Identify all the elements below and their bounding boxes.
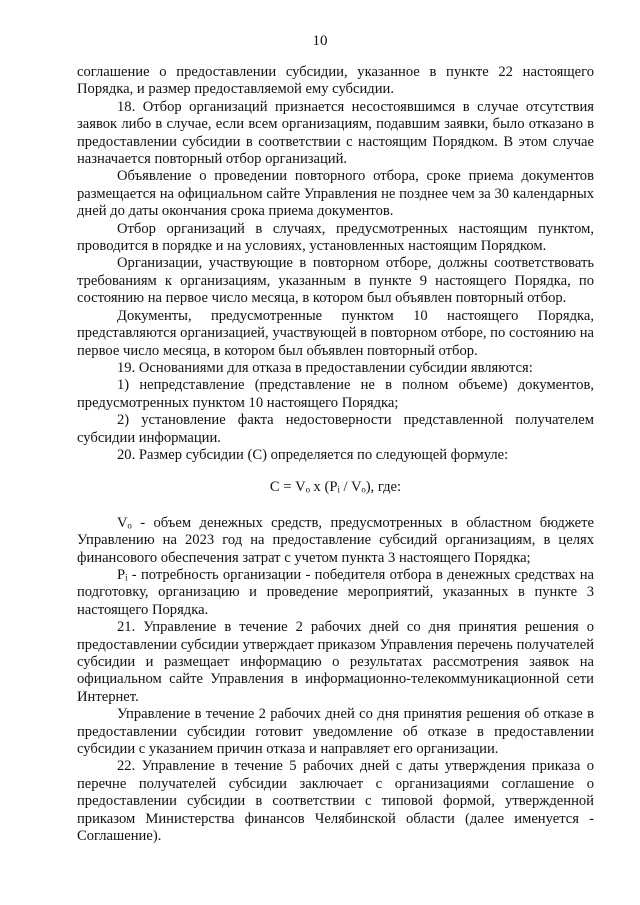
paragraph: 22. Управление в течение 5 рабочих дней с даты утверждения приказа о перечне получателей субсидии заключает с организациями соглашение о предоставлении субсидии в соответствии с типовой формой, утвержденной приказом Министерства финансов Челябинской области (далее именуется - Соглашение). xyxy=(77,758,594,845)
paragraph: соглашение о предоставлении субсидии, указанное в пункте 22 настоящего Порядка, и размер предоставляемой ему субсидии. xyxy=(77,64,594,98)
paragraph: 18. Отбор организаций признается несостоявшимся в случае отсутствия заявок либо в случае, если всем организациям, подавшим заявки, было отказано в предоставлении субсидии в соответствии с настоящим Порядком. В этом случае назначается повторный отбор организаций. xyxy=(77,98,594,168)
paragraph: Vₒ - объем денежных средств, предусмотренных в областном бюджете Управлению на 2023 год на предоставление субсидий организациям, в целях финансового обеспечения затрат с учетом пункта 3 настоящего Порядка; xyxy=(77,514,594,566)
document-body xyxy=(77,64,594,845)
paragraph: Документы, предусмотренные пунктом 10 настоящего Порядка, представляются организацией, участвующей в повторном отборе, по состоянию на первое число месяца, в котором был объявлен повторный отбор. xyxy=(77,307,594,359)
paragraph: Организации, участвующие в повторном отборе, должны соответствовать требованиям к организациям, указанным в пункте 9 настоящего Порядка, по состоянию на первое число месяца, в котором был объявлен повторный отбор. xyxy=(77,255,594,307)
page-number: 10 xyxy=(312,33,328,49)
formula: С = Vₒ x (Pᵢ / Vₒ), где: xyxy=(269,479,402,496)
paragraph: 1) непредставление (представление не в полном объеме) документов, предусмотренных пунктом 10 настоящего Порядка; xyxy=(77,377,594,411)
paragraph: 21. Управление в течение 2 рабочих дней со дня принятия решения о предоставлении субсидии утверждает приказом Управления перечень получателей субсидии и размещает информацию о результатах рассмотрения заявок на официальном сайте Управления в информационно-телекоммуникационной сети Интернет. xyxy=(77,619,594,705)
paragraph: Pᵢ - потребность организации - победителя отбора в денежных средствах на подготовку, организацию и проведение мероприятий, указанных в пункте 3 настоящего Порядка. xyxy=(77,566,594,618)
paragraph: 19. Основаниями для отказа в предоставлении субсидии являются: xyxy=(117,359,533,376)
paragraph: Объявление о проведении повторного отбора, сроке приема документов размещается на официальном сайте Управления не позднее чем за 30 календарных дней до даты окончания срока приема документов. xyxy=(77,168,594,220)
paragraph: Управление в течение 2 рабочих дней со дня принятия решения об отказе в предоставлении субсидии готовит уведомление об отказе в предоставлении субсидии с указанием причин отказа и направляет его организации. xyxy=(77,706,594,758)
paragraph: 2) установление факта недостоверности представленной получателем субсидии информации. xyxy=(77,412,594,446)
paragraph: Отбор организаций в случаях, предусмотренных настоящим пунктом, проводится в порядке и на условиях, установленных настоящим Порядком. xyxy=(77,220,594,255)
paragraph: 20. Размер субсидии (С) определяется по следующей формуле: xyxy=(117,446,509,463)
